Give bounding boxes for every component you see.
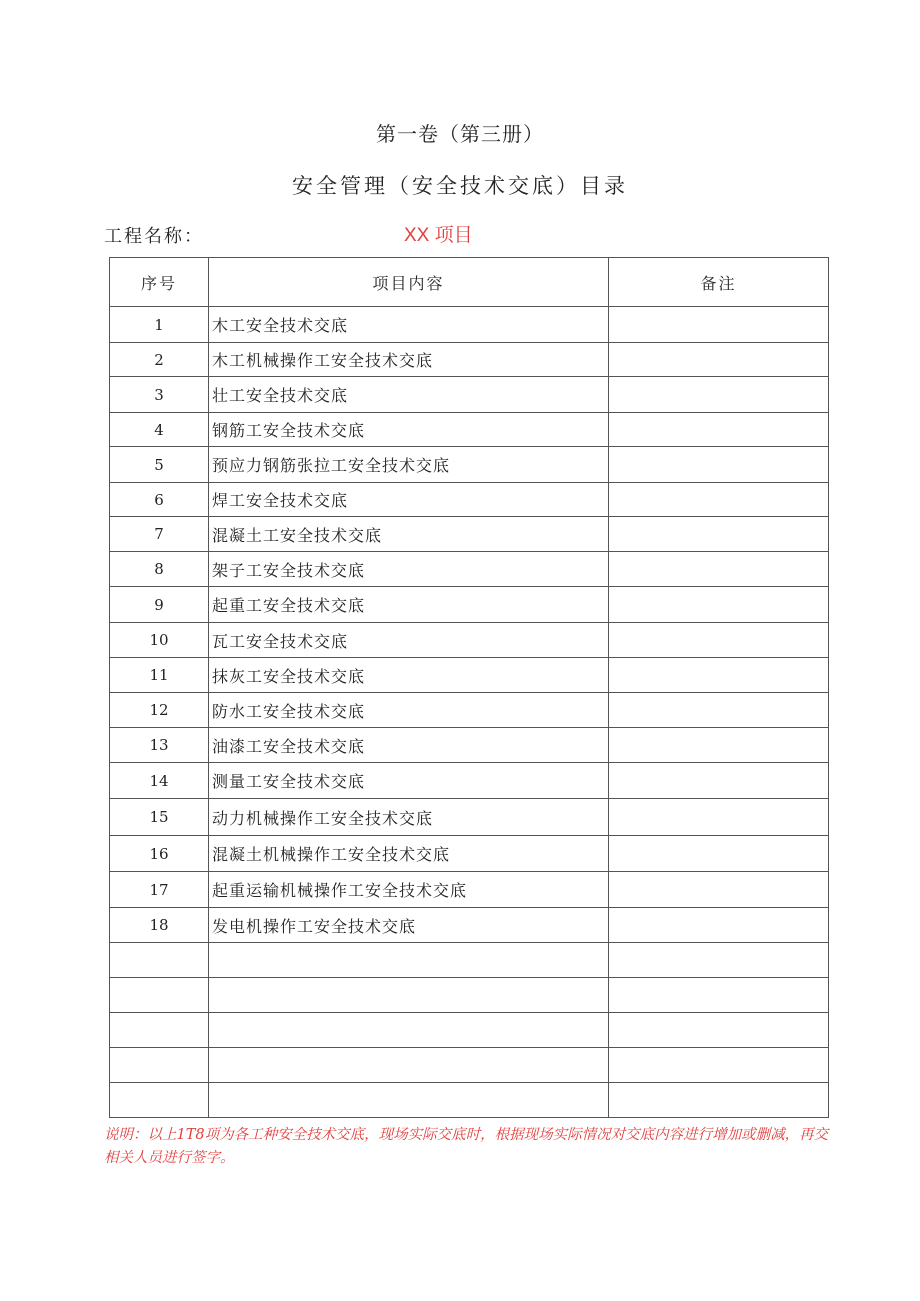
table-row <box>110 1013 829 1048</box>
table-row <box>110 943 829 978</box>
row-content: 起重运输机械操作工安全技术交底 <box>209 872 609 908</box>
row-content <box>209 1083 609 1118</box>
row-remark <box>609 307 829 343</box>
row-content: 防水工安全技术交底 <box>209 693 609 728</box>
row-remark <box>609 658 829 693</box>
row-number <box>110 943 209 978</box>
row-number: 17 <box>110 872 209 908</box>
row-content: 发电机操作工安全技术交底 <box>209 908 609 943</box>
row-content: 壮工安全技术交底 <box>209 377 609 413</box>
row-number <box>110 1048 209 1083</box>
row-content <box>209 1013 609 1048</box>
row-remark <box>609 728 829 763</box>
row-number: 7 <box>110 517 209 552</box>
row-remark <box>609 763 829 799</box>
table-row <box>110 447 829 483</box>
row-remark <box>609 799 829 836</box>
table-row <box>110 517 829 552</box>
row-content: 混凝土机械操作工安全技术交底 <box>209 836 609 872</box>
row-content: 混凝土工安全技术交底 <box>209 517 609 552</box>
row-remark <box>609 943 829 978</box>
row-remark <box>609 552 829 587</box>
table-header-row <box>110 258 829 307</box>
row-content: 油漆工安全技术交底 <box>209 728 609 763</box>
row-number: 6 <box>110 483 209 517</box>
contents-table <box>109 257 829 1118</box>
row-remark <box>609 978 829 1013</box>
table-row <box>110 728 829 763</box>
row-remark <box>609 587 829 623</box>
table-row <box>110 623 829 658</box>
row-number: 15 <box>110 799 209 836</box>
row-number: 2 <box>110 343 209 377</box>
table-row <box>110 872 829 908</box>
row-number: 10 <box>110 623 209 658</box>
row-remark <box>609 1083 829 1118</box>
row-number <box>110 978 209 1013</box>
row-content: 抹灰工安全技术交底 <box>209 658 609 693</box>
row-number: 13 <box>110 728 209 763</box>
row-content: 钢筋工安全技术交底 <box>209 413 609 447</box>
table-row <box>110 1048 829 1083</box>
row-number: 1 <box>110 307 209 343</box>
row-content: 架子工安全技术交底 <box>209 552 609 587</box>
row-number: 18 <box>110 908 209 943</box>
row-remark <box>609 377 829 413</box>
table-row <box>110 552 829 587</box>
row-number: 8 <box>110 552 209 587</box>
row-remark <box>609 447 829 483</box>
row-content: 预应力钢筋张拉工安全技术交底 <box>209 447 609 483</box>
row-number <box>110 1013 209 1048</box>
row-remark <box>609 517 829 552</box>
row-number: 14 <box>110 763 209 799</box>
row-remark <box>609 908 829 943</box>
header-content: 项目内容 <box>209 258 609 307</box>
row-content: 瓦工安全技术交底 <box>209 623 609 658</box>
row-content: 测量工安全技术交底 <box>209 763 609 799</box>
table-row <box>110 377 829 413</box>
row-remark <box>609 872 829 908</box>
table-row <box>110 307 829 343</box>
table-row <box>110 799 829 836</box>
header-no: 序号 <box>110 258 209 307</box>
row-content: 起重工安全技术交底 <box>209 587 609 623</box>
project-name-value: XX 项目 <box>404 225 473 246</box>
row-number: 4 <box>110 413 209 447</box>
table-row <box>110 343 829 377</box>
row-content <box>209 943 609 978</box>
row-number: 5 <box>110 447 209 483</box>
table-row <box>110 413 829 447</box>
table-row <box>110 836 829 872</box>
header-remark: 备注 <box>609 258 829 307</box>
row-content: 焊工安全技术交底 <box>209 483 609 517</box>
page-title: 安全管理（安全技术交底）目录 <box>292 174 628 198</box>
row-remark <box>609 693 829 728</box>
row-number: 11 <box>110 658 209 693</box>
row-number: 3 <box>110 377 209 413</box>
table-row <box>110 658 829 693</box>
row-content: 木工安全技术交底 <box>209 307 609 343</box>
row-content: 动力机械操作工安全技术交底 <box>209 799 609 836</box>
table-row <box>110 587 829 623</box>
row-content <box>209 1048 609 1083</box>
row-remark <box>609 623 829 658</box>
table-row <box>110 693 829 728</box>
row-remark <box>609 1048 829 1083</box>
row-remark <box>609 343 829 377</box>
row-remark <box>609 836 829 872</box>
row-number: 16 <box>110 836 209 872</box>
row-remark <box>609 413 829 447</box>
note-text: 说明：以上1T8项为各工种安全技术交底，现场实际交底时，根据现场实际情况对交底内容进行增加或删减，再交相关人员进行签字。 <box>104 1127 829 1166</box>
row-number: 12 <box>110 693 209 728</box>
row-number: 9 <box>110 587 209 623</box>
row-content <box>209 978 609 1013</box>
table-row <box>110 1083 829 1118</box>
table-row <box>110 763 829 799</box>
table-row <box>110 483 829 517</box>
project-name-label: 工程名称： <box>104 226 204 247</box>
row-remark <box>609 483 829 517</box>
row-content: 木工机械操作工安全技术交底 <box>209 343 609 377</box>
row-remark <box>609 1013 829 1048</box>
row-number <box>110 1083 209 1118</box>
volume-title: 第一卷（第三册） <box>376 122 544 146</box>
table-row <box>110 978 829 1013</box>
table-row <box>110 908 829 943</box>
